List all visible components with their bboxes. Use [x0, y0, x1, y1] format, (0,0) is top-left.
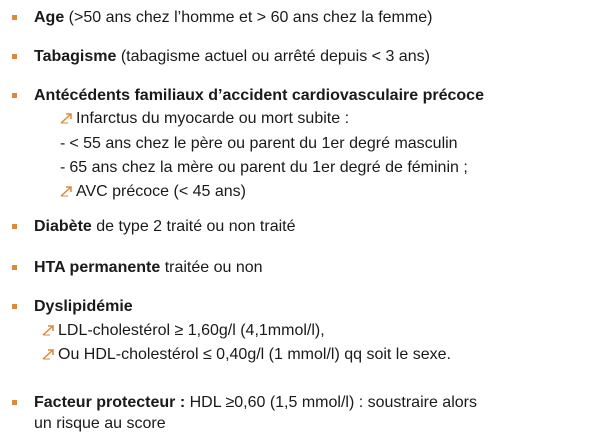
item-label: HTA permanente	[34, 259, 161, 276]
bullet-icon	[12, 265, 17, 270]
item-text: (tabagisme actuel ou arrêté depuis < 3 ans)	[116, 48, 430, 65]
sub-item-text: LDL-cholestérol ≥ 1,60g/l (4,1mmol/l),	[58, 322, 325, 339]
bullet-icon	[12, 93, 17, 98]
item-dyslipidemie	[12, 296, 592, 317]
sub-item-mere	[60, 157, 468, 178]
sub-item-ldl	[42, 320, 325, 341]
bullet-icon	[12, 304, 17, 309]
item-label: Diabète	[34, 218, 92, 235]
item-text: (>50 ans chez l’homme et > 60 ans chez la femme)	[64, 9, 433, 26]
item-label: Antécédents familiaux d’accident cardiovasculaire précoce	[34, 87, 484, 104]
dash-marker: -	[60, 135, 66, 152]
sub-item-pere	[60, 133, 458, 154]
item-antecedents	[12, 85, 592, 106]
item-text: traitée ou non	[160, 259, 263, 276]
sub-item-hdl	[42, 344, 451, 365]
sub-item-avc	[60, 181, 246, 202]
item-facteur-protecteur	[12, 392, 592, 413]
sub-item-infarctus	[60, 108, 349, 129]
item-age	[12, 7, 592, 28]
bullet-icon	[12, 224, 17, 229]
item-tabagisme	[12, 46, 592, 67]
arrow-icon	[60, 185, 74, 197]
item-label: Facteur protecteur :	[34, 394, 186, 411]
sub-item-text: 65 ans chez la mère ou parent du 1er degré de féminin ;	[69, 159, 468, 176]
item-text: un risque au score	[34, 415, 166, 432]
item-facteur-protecteur-continued	[34, 413, 166, 434]
item-hta	[12, 257, 592, 278]
sub-item-text: Infarctus du myocarde ou mort subite :	[76, 110, 350, 127]
item-label: Dyslipidémie	[34, 298, 133, 315]
dash-marker: -	[60, 159, 66, 176]
bullet-icon	[12, 400, 17, 405]
sub-item-text: AVC précoce (< 45 ans)	[76, 183, 247, 200]
arrow-icon	[42, 324, 56, 336]
sub-item-text: < 55 ans chez le père ou parent du 1er degré masculin	[69, 135, 458, 152]
bullet-icon	[12, 15, 17, 20]
item-text: de type 2 traité ou non traité	[91, 218, 296, 235]
item-text: HDL ≥0,60 (1,5 mmol/l) : soustraire alors	[185, 394, 477, 411]
arrow-icon	[60, 112, 74, 124]
item-label: Age	[34, 9, 65, 26]
item-label: Tabagisme	[34, 48, 117, 65]
sub-item-text: Ou HDL-cholestérol ≤ 0,40g/l (1 mmol/l) qq soit le sexe.	[58, 346, 451, 363]
item-diabete	[12, 216, 592, 237]
arrow-icon	[42, 348, 56, 360]
bullet-icon	[12, 54, 17, 59]
